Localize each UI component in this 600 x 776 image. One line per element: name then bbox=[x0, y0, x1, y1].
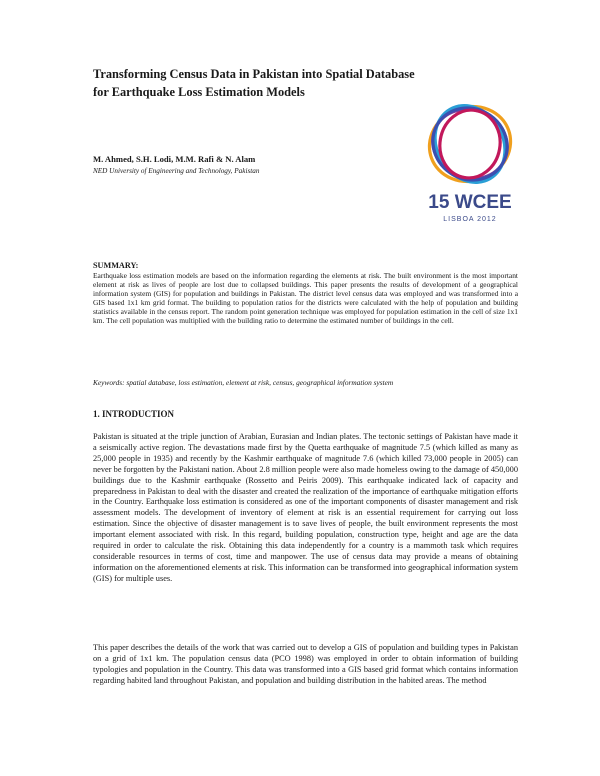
logo-name: 15 WCEE bbox=[428, 192, 512, 213]
authors: M. Ahmed, S.H. Lodi, M.M. Rafi & N. Alam bbox=[93, 154, 256, 164]
summary-text: Earthquake loss estimation models are based on the information regarding the elements at risk. The built environment is the most important element at risk as lives of people are lost due to collapsed buildings. This paper presents the results of development of a geographical information system (GIS) for population and buildings in Pakistan. The district level census data was employed and was transformed into a GIS based 1x1 km grid format. The building to population ratios for the districts were calculated with the help of population and building statistics available in the census report. The random point generation technique was employed for population estimation in the cell of size 1x1 km. The cell population was multiplied with the building ratio to determine the estimated number of buildings in the cell. bbox=[93, 271, 518, 326]
paper-title: Transforming Census Data in Pakistan into Spatial Database for Earthquake Loss Estimation Models bbox=[93, 67, 415, 99]
section-heading-introduction: 1. INTRODUCTION bbox=[93, 409, 175, 419]
intro-paragraph-2: This paper describes the details of the work that was carried out to develop a GIS of population and building types in Pakistan on a grid of 1x1 km. The population census data (PCO 1998) was employed in order to obtain information of building typologies and population in the Country. This data was transformed into a GIS based grid format which contains information regarding habited land throughout Pakistan, and population and building distribution in the habited areas. The method bbox=[93, 643, 518, 685]
wcee-rings-logo-icon bbox=[415, 104, 525, 260]
summary-heading: SUMMARY: bbox=[93, 261, 139, 270]
affiliation: NED University of Engineering and Technology, Pakistan bbox=[93, 167, 260, 175]
keywords: Keywords: spatial database, loss estimation, element at risk, census, geographical information system bbox=[93, 378, 394, 387]
conference-logo bbox=[415, 104, 525, 260]
intro-paragraph-1: Pakistan is situated at the triple junction of Arabian, Eurasian and Indian plates. The tectonic settings of Pakistan have made it a seismically active region. The devastations made first by the Quetta earthquake of magnitude 7.5 (which killed as many as 25,000 people in 1935) and recently by the Kashmir earthquake of magnitude 7.6 (which killed 73,000 people in 2005) can never be forgotten by the Pakistani nation. About 2.8 million people were also made homeless owing to the damage of 450,000 buildings due to the Kashmir earthquake (Rossetto and Peiris 2009). This earthquake indicated lack of capacity and preparedness in Pakistan to deal with the disaster and created the realization of the importance of earthquake mitigation efforts in the Country. Earthquake loss estimation is considered as one of the important components of disaster management and risk assessment models. The development of inventory of element at risk is an essential requirement for carrying out loss estimation. Since the objective of disaster management is to save lives of people, the built environment represents the most important element associated with risk. In this regard, building population, construction type, height and age are the data required in order to calculate the risk. Obtaining this data independently for a country is a mammoth task which requires considerable resources in terms of cost, time and manpower. The use of census data may provide a means of obtaining information on the aforementioned elements at risk. This information can be transformed into geographical information system (GIS) for multiple uses. bbox=[93, 432, 518, 583]
logo-subtitle: LISBOA 2012 bbox=[443, 216, 497, 223]
